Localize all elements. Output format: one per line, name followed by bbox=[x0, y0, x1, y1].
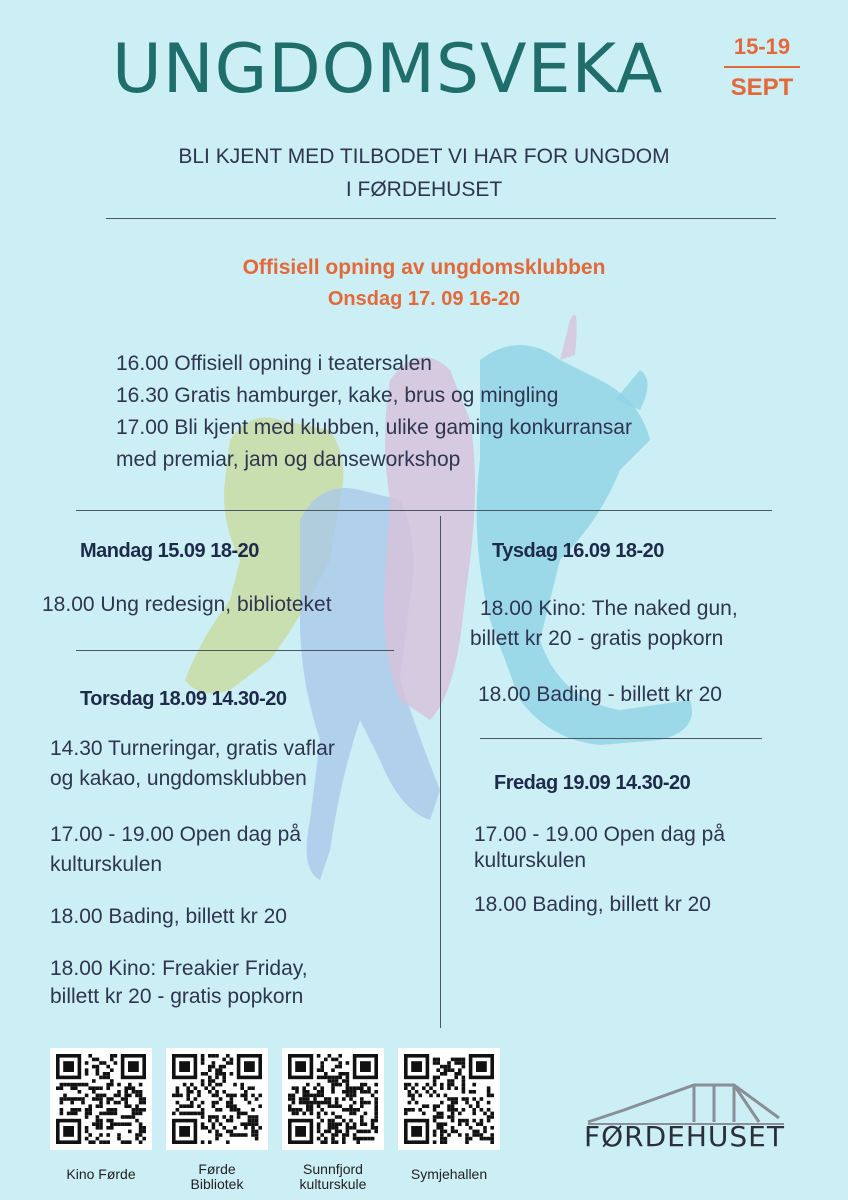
list-item: billett kr 20 - gratis popkorn bbox=[470, 627, 724, 650]
list-item: 18.00 Ung redesign, biblioteket bbox=[42, 593, 332, 616]
list-item: 16.30 Gratis hamburger, kake, brus og mingling bbox=[116, 384, 559, 407]
list-item: billett kr 20 - gratis popkorn bbox=[50, 985, 304, 1008]
subtitle-line-1: BLI KJENT MED TILBODET VI HAR FOR UNGDOM bbox=[178, 145, 670, 168]
date-month: SEPT bbox=[730, 74, 794, 101]
tuesday-title: Tysdag 16.09 18-20 bbox=[492, 540, 664, 562]
list-item: 18.00 Kino: The naked gun, bbox=[480, 597, 738, 620]
qr-code-icon bbox=[56, 1054, 146, 1144]
list-item: kulturskulen bbox=[474, 849, 587, 872]
page-title: UNGDOMSVEKA bbox=[112, 30, 664, 109]
qr-label-line-2: Bibliotek bbox=[190, 1176, 244, 1192]
divider-middle bbox=[76, 510, 772, 511]
list-item: 18.00 Bading, billett kr 20 bbox=[474, 893, 711, 916]
divider-monday bbox=[76, 650, 394, 651]
list-item: 17.00 - 19.00 Open dag på bbox=[474, 823, 726, 846]
list-item: 16.00 Offisiell opning i teatersalen bbox=[116, 352, 432, 375]
subtitle-line-2: I FØRDEHUSET bbox=[345, 178, 503, 201]
friday-title: Fredag 19.09 14.30-20 bbox=[494, 772, 691, 794]
qr-label bbox=[388, 1167, 510, 1182]
qr-label-line-1: Kino Førde bbox=[66, 1166, 136, 1182]
list-item: og kakao, ungdomsklubben bbox=[50, 767, 307, 790]
list-item: med premiar, jam og danseworkshop bbox=[116, 448, 461, 471]
qr-label bbox=[40, 1167, 162, 1182]
date-range: 15-19 bbox=[733, 34, 791, 59]
list-item: 14.30 Turneringar, gratis vaflar bbox=[50, 737, 335, 760]
list-item: 17.00 - 19.00 Open dag på bbox=[50, 823, 302, 846]
subtitle bbox=[100, 140, 748, 206]
list-item: 18.00 Bading, billett kr 20 bbox=[50, 905, 287, 928]
qr-code[interactable] bbox=[282, 1048, 384, 1150]
list-item: 18.00 Bading - billett kr 20 bbox=[478, 683, 722, 706]
divider-tuesday bbox=[480, 738, 762, 739]
column-divider bbox=[440, 516, 441, 1028]
opening-schedule bbox=[116, 348, 796, 476]
qr-code-icon bbox=[404, 1054, 494, 1144]
list-item: 18.00 Kino: Freakier Friday, bbox=[50, 957, 308, 980]
date-badge bbox=[722, 34, 802, 102]
fordehuset-logo bbox=[584, 1080, 794, 1160]
date-divider bbox=[724, 66, 800, 68]
divider-top bbox=[106, 218, 776, 219]
opening-header bbox=[100, 256, 748, 311]
monday-title: Mandag 15.09 18-20 bbox=[80, 540, 259, 562]
qr-label-line-1: Symjehallen bbox=[410, 1166, 488, 1182]
qr-code[interactable] bbox=[50, 1048, 152, 1150]
qr-label bbox=[156, 1162, 278, 1192]
qr-label-line-1: Sunnfjord bbox=[303, 1161, 363, 1177]
opening-subheading: Onsdag 17. 09 16-20 bbox=[327, 288, 521, 310]
opening-heading: Offisiell opning av ungdomsklubben bbox=[242, 256, 606, 279]
qr-code-icon bbox=[172, 1054, 262, 1144]
logo-text: FØRDEHUSET bbox=[584, 1120, 785, 1153]
list-item: kulturskulen bbox=[50, 853, 163, 876]
list-item: 17.00 Bli kjent med klubben, ulike gaming konkurransar bbox=[116, 416, 632, 439]
qr-label-line-1: Førde bbox=[198, 1161, 236, 1177]
qr-code[interactable] bbox=[398, 1048, 500, 1150]
qr-label bbox=[272, 1162, 394, 1192]
thursday-title: Torsdag 18.09 14.30-20 bbox=[80, 688, 287, 710]
qr-code-icon bbox=[288, 1054, 378, 1144]
qr-code[interactable] bbox=[166, 1048, 268, 1150]
qr-label-line-2: kulturskule bbox=[299, 1176, 367, 1192]
